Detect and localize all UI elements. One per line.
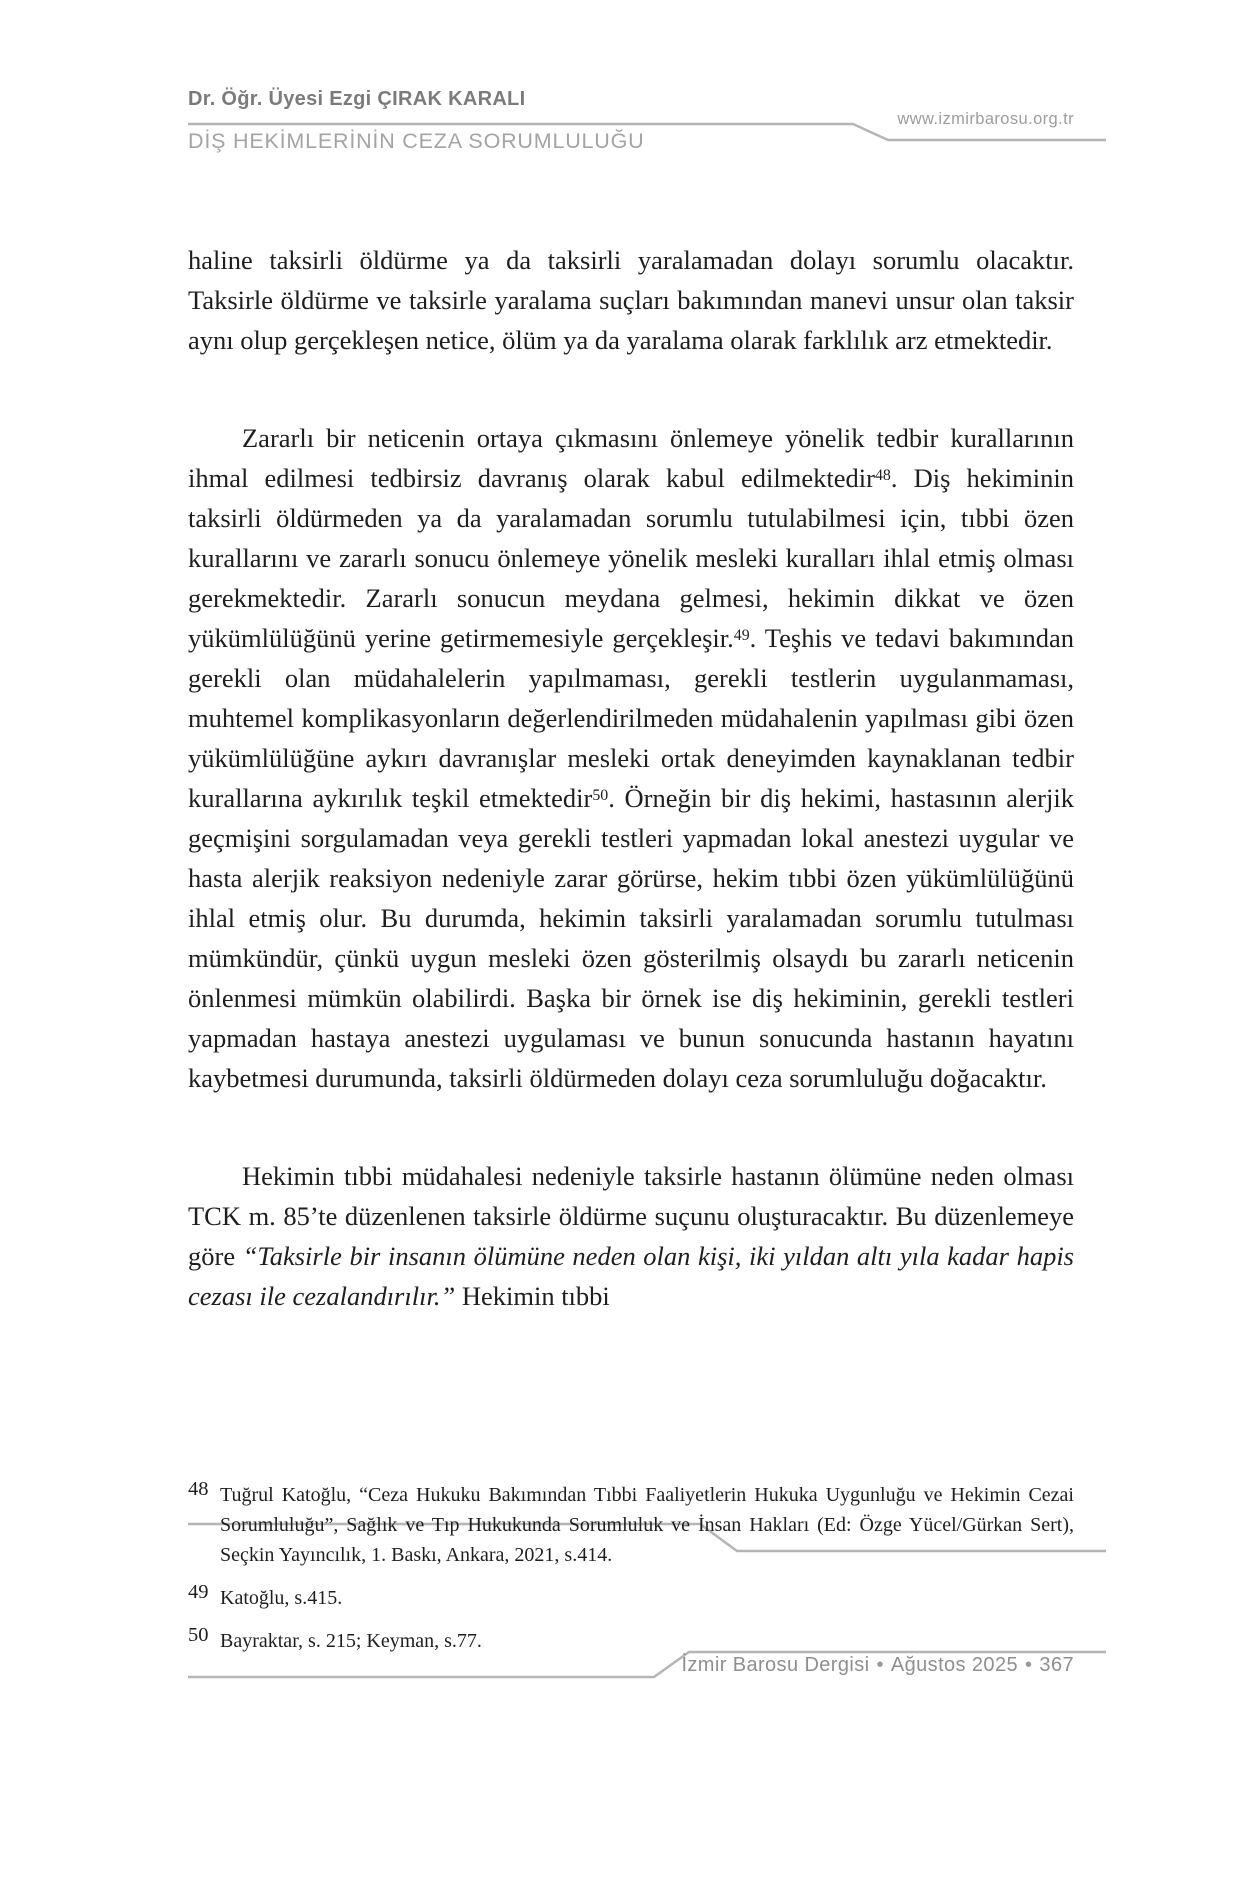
text-run-normal: . Örneğin bir diş hekimi, hastasının alerjik geçmişini sorgulamadan veya gerekli testleri yapmadan lokal anestezi uygular ve hasta alerjik reaksiyon nedeniyle zarar görürse, hekim tıbbi özen yükümlülüğünü ihlal etmiş olur. Bu durumda, hekimin taksirli yaralamadan sorumlu tutulması mümkündür, çünkü uygun mesleki özen gösterilmiş olsaydı bu zararlı neticenin önlenmesi mümkün olabilirdi. Başka bir örnek ise diş hekiminin, gerekli testleri yapmadan hastaya anestezi uygulaması ve bunun sonucunda hastanın hayatını kaybetmesi durumunda, taksirli öldürmeden dolayı ceza sorumluluğu doğacaktır. [188, 783, 1074, 1093]
footer-separator-dot: • [1025, 1654, 1033, 1676]
footnote-48 [188, 1480, 1074, 1570]
footer-separator-dot: • [876, 1654, 884, 1676]
footnotes-section [188, 1480, 1074, 1669]
footnote-50 [188, 1626, 1074, 1656]
text-run-sup: 48 [874, 466, 891, 484]
text-run-sup: 50 [592, 786, 609, 804]
text-run-normal: Hekimin tıbbi müdahalesi nedeniyle taksirle hastanın ölümüne neden olması TCK m. 85’te düzenlenen taksirle öldürme suçunu oluşturacaktır. Bu düzenlemeye göre [188, 1161, 1074, 1271]
body-paragraph-3 [188, 1156, 1074, 1316]
article-body [188, 240, 1074, 1316]
footnote-text: Bayraktar, s. 215; Keyman, s.77. [220, 1630, 482, 1652]
body-paragraph-1 [188, 240, 1074, 360]
footnote-text: Tuğrul Katoğlu, “Ceza Hukuku Bakımından Tıbbi Faaliyetlerin Hukuka Uygunluğu ve Hekimin Cezai Sorumluluğu”, Sağlık ve Tıp Hukukunda Sorumluluk ve İnsan Hakları (Ed: Özge Yücel/Gürkan Sert), Seçkin Yayıncılık, 1. Baskı, Ankara, 2021, s.414. [220, 1484, 1074, 1566]
footer-journal-name: İzmir Barosu Dergisi [681, 1654, 870, 1676]
footnote-number: 50 [188, 1624, 209, 1646]
text-run-sup: 49 [733, 626, 750, 644]
header-author-name: Dr. Öğr. Üyesi Ezgi ÇIRAK KARALI [188, 88, 526, 110]
text-run-normal: Zararlı bir neticenin ortaya çıkmasını önlemeye yönelik tedbir kurallarının ihmal edilmesi tedbirsiz davranış olarak kabul edilmektedir [188, 423, 1074, 493]
body-paragraph-2 [188, 418, 1074, 1098]
text-run-normal: Hekimin tıbbi [455, 1281, 610, 1311]
footnote-49 [188, 1583, 1074, 1613]
text-run-normal: haline taksirli öldürme ya da taksirli yaralamadan dolayı sorumlu olacaktır. Taksirle öldürme ve taksirle yaralama suçları bakımından manevi unsur olan taksir aynı olup gerçekleşen netice, ölüm ya da yaralama olarak farklılık arz etmektedir. [188, 245, 1074, 355]
text-run-normal: . Teşhis ve tedavi bakımından gerekli olan müdahalelerin yapılmaması, gerekli testlerin uygulanmaması, muhtemel komplikasyonların değerlendirilmeden müdahalenin yapılması gibi özen yükümlülüğüne aykırı davranışlar mesleki ortak deneyimden kaynaklanan tedbir kurallarına aykırılık teşkil etmektedir [188, 623, 1074, 813]
footnote-number: 48 [188, 1478, 209, 1500]
footer-issue: Ağustos 2025 [890, 1654, 1019, 1676]
page-footer [681, 1654, 1074, 1677]
text-run-italic: “Taksirle bir insanın ölümüne neden olan kişi, iki yıldan altı yıla kadar hapis cezası ile cezalandırılır.” [188, 1241, 1074, 1311]
footnote-text: Katoğlu, s.415. [220, 1587, 343, 1609]
header-website-url: www.izmirbarosu.org.tr [897, 110, 1074, 128]
text-run-normal: . Diş hekiminin taksirli öldürmeden ya da yaralamadan sorumlu tutulabilmesi için, tıbbi özen kurallarını ve zararlı sonucu önlemeye yönelik mesleki kuralları ihlal etmiş olması gerekmektedir. Zararlı sonucun meydana gelmesi, hekimin dikkat ve özen yükümlülüğünü yerine getirmemesiyle gerçekleşir. [188, 463, 1075, 653]
footnote-number: 49 [188, 1581, 209, 1603]
header-article-title: DİŞ HEKİMLERİNİN CEZA SORUMLULUĞU [188, 129, 645, 153]
footer-page-number: 367 [1039, 1654, 1074, 1676]
